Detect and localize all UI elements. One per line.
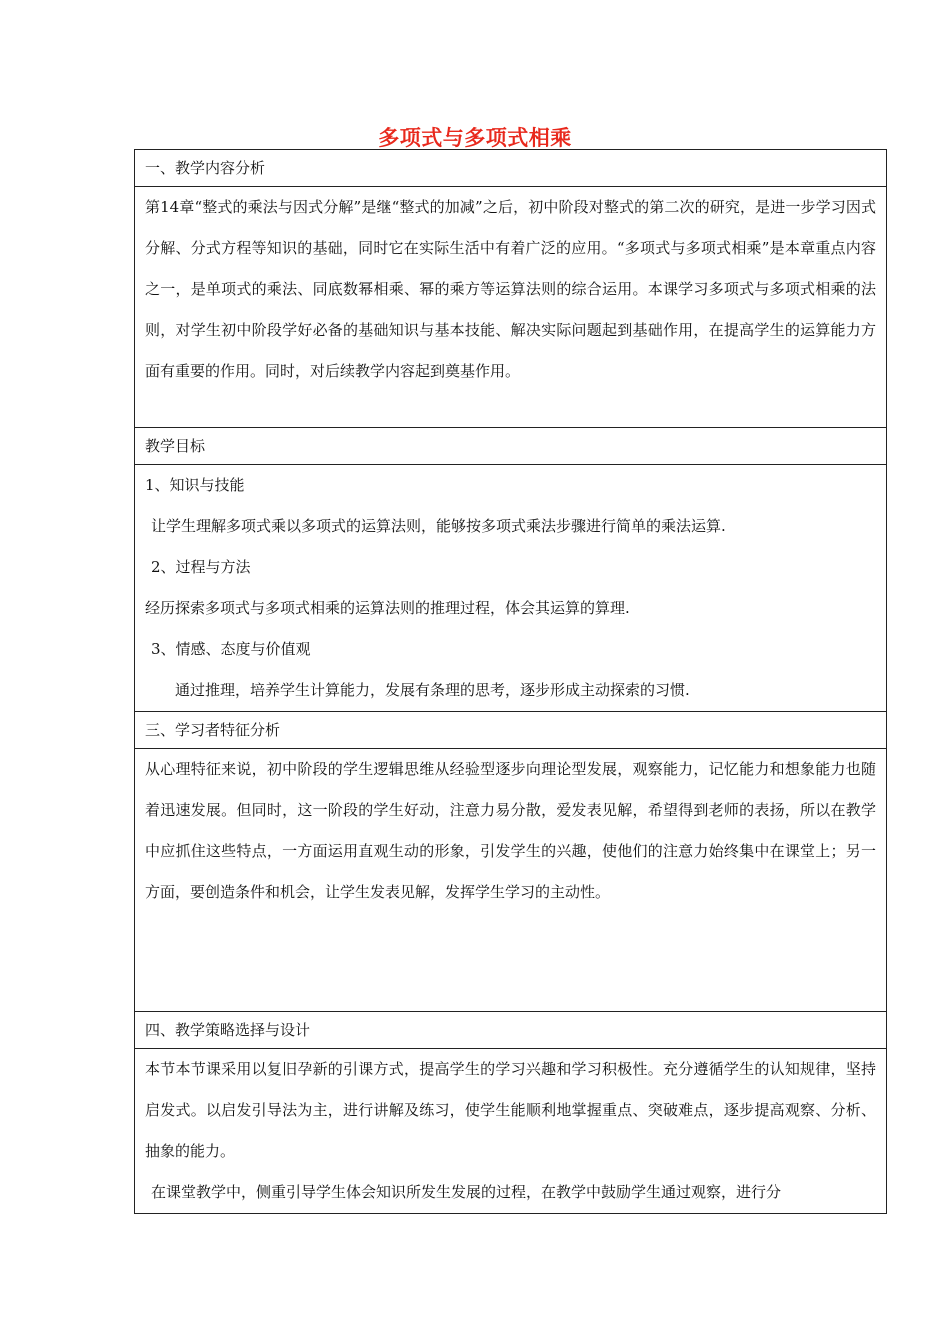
section4-paragraph1: 本节本节课采用以复旧孕新的引课方式，提高学生的学习兴趣和学习积极性。充分遵循学生的认知规律，坚持启发式。以启发引导法为主，进行讲解及练习，使学生能顺利地掌握重点、突破难点，逐步提高观察、分析、抽象的能力。 bbox=[145, 1060, 876, 1160]
lesson-plan-table bbox=[134, 149, 887, 1214]
section1-content-row bbox=[135, 187, 887, 428]
section3-heading-row bbox=[135, 712, 887, 749]
section4-content bbox=[135, 1049, 887, 1214]
goal3-text: 通过推理，培养学生计算能力，发展有条理的思考，逐步形成主动探索的习惯. bbox=[175, 681, 690, 699]
goal2-heading: 2、过程与方法 bbox=[151, 558, 251, 576]
section1-paragraph: 第14章“整式的乘法与因式分解”是继“整式的加减”之后，初中阶段对整式的第二次的研究，是进一步学习因式分解、分式方程等知识的基础，同时它在实际生活中有着广泛的应用。“多项式与多项式相乘”是本章重点内容之一，是单项式的乘法、同底数幂相乘、幂的乘方等运算法则的综合运用。本课学习多项式与多项式相乘的法则，对学生初中阶段学好必备的基础知识与基本技能、解决实际问题起到基础作用，在提高学生的运算能力方面有重要的作用。同时，对后续教学内容起到奠基作用。 bbox=[145, 198, 876, 380]
section4-content-row bbox=[135, 1049, 887, 1214]
goal2-text: 经历探索多项式与多项式相乘的运算法则的推理过程，体会其运算的算理. bbox=[145, 599, 630, 617]
section1-content bbox=[135, 187, 887, 428]
section3-content-row bbox=[135, 749, 887, 1012]
section2-content-row bbox=[135, 465, 887, 712]
goal3-heading: 3、情感、态度与价值观 bbox=[151, 640, 311, 658]
section2-content bbox=[135, 465, 887, 712]
section4-heading-row bbox=[135, 1012, 887, 1049]
section1-heading-row bbox=[135, 150, 887, 187]
document-title: 多项式与多项式相乘 bbox=[378, 126, 572, 150]
section3-paragraph: 从心理特征来说，初中阶段的学生逻辑思维从经验型逐步向理论型发展，观察能力，记忆能力和想象能力也随着迅速发展。但同时，这一阶段的学生好动，注意力易分散，爱发表见解，希望得到老师的表扬，所以在教学中应抓住这些特点，一方面运用直观生动的形象，引发学生的兴趣，使他们的注意力始终集中在课堂上；另一方面，要创造条件和机会，让学生发表见解，发挥学生学习的主动性。 bbox=[145, 760, 876, 901]
section4-paragraph2: 在课堂教学中，侧重引导学生体会知识所发生发展的过程，在教学中鼓励学生通过观察，进行分 bbox=[151, 1183, 782, 1201]
section2-heading: 教学目标 bbox=[135, 428, 887, 465]
goal1-text: 让学生理解多项式乘以多项式的运算法则，能够按多项式乘法步骤进行简单的乘法运算. bbox=[151, 517, 726, 535]
section1-heading: 一、教学内容分析 bbox=[135, 150, 887, 187]
section4-heading: 四、教学策略选择与设计 bbox=[135, 1012, 887, 1049]
section3-heading: 三、学习者特征分析 bbox=[135, 712, 887, 749]
goal1-heading: 1、知识与技能 bbox=[145, 476, 245, 494]
section3-content bbox=[135, 749, 887, 1012]
section2-heading-row bbox=[135, 428, 887, 465]
